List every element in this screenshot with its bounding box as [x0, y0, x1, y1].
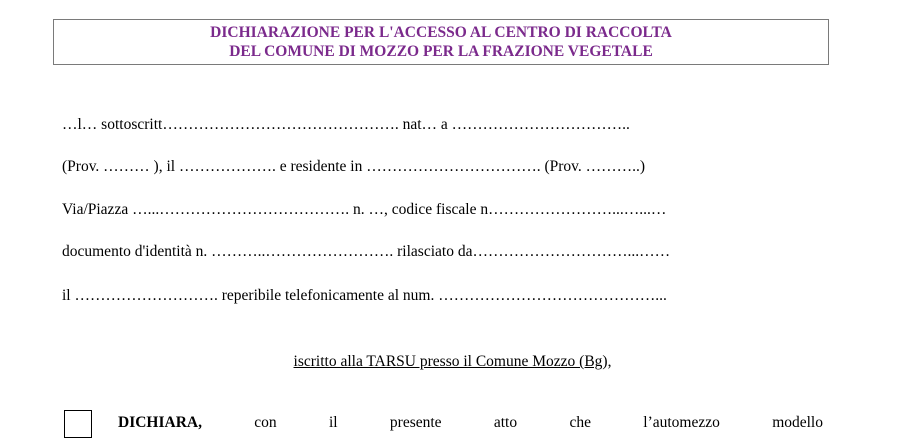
- document-title-line-2: DEL COMUNE DI MOZZO PER LA FRAZIONE VEGETALE: [229, 43, 653, 60]
- declaration-word: modello: [772, 414, 823, 431]
- form-line-id-document: documento d'identità n. ………..……………………. rilasciato da…………………………...……: [62, 243, 671, 260]
- document-title-line-1: DICHIARAZIONE PER L'ACCESSO AL CENTRO DI RACCOLTA: [210, 24, 672, 41]
- tarsu-registration-text: iscritto alla TARSU presso il Comune Mozzo (Bg),: [293, 353, 612, 370]
- declaration-word: con: [254, 414, 277, 431]
- declaration-word: presente: [389, 414, 442, 431]
- declaration-checkbox[interactable]: [64, 410, 92, 438]
- declaration-word-dichiara: DICHIARA,: [118, 414, 202, 431]
- declaration-word: il: [328, 414, 338, 431]
- declaration-word: atto: [493, 414, 518, 431]
- document-title-box: [53, 19, 829, 65]
- form-line-name-birthplace: …l… sottoscritt………………………………………. nat… a ……………………………..: [62, 116, 630, 133]
- declaration-sentence: [118, 413, 823, 433]
- tarsu-registration-note: [0, 352, 905, 372]
- form-line-province-residence: (Prov. ……… ), il ………………. e residente in ……………………………. (Prov. ………..): [62, 158, 646, 175]
- form-line-phone: il ………………………. reperibile telefonicamente al num. ……………………………………...: [62, 287, 667, 304]
- declaration-word: che: [569, 414, 591, 431]
- form-line-street-tax-code: Via/Piazza …...………………………………. n. …, codice fiscale n……………………...…...…: [62, 201, 667, 218]
- declaration-word: l’automezzo: [643, 414, 720, 431]
